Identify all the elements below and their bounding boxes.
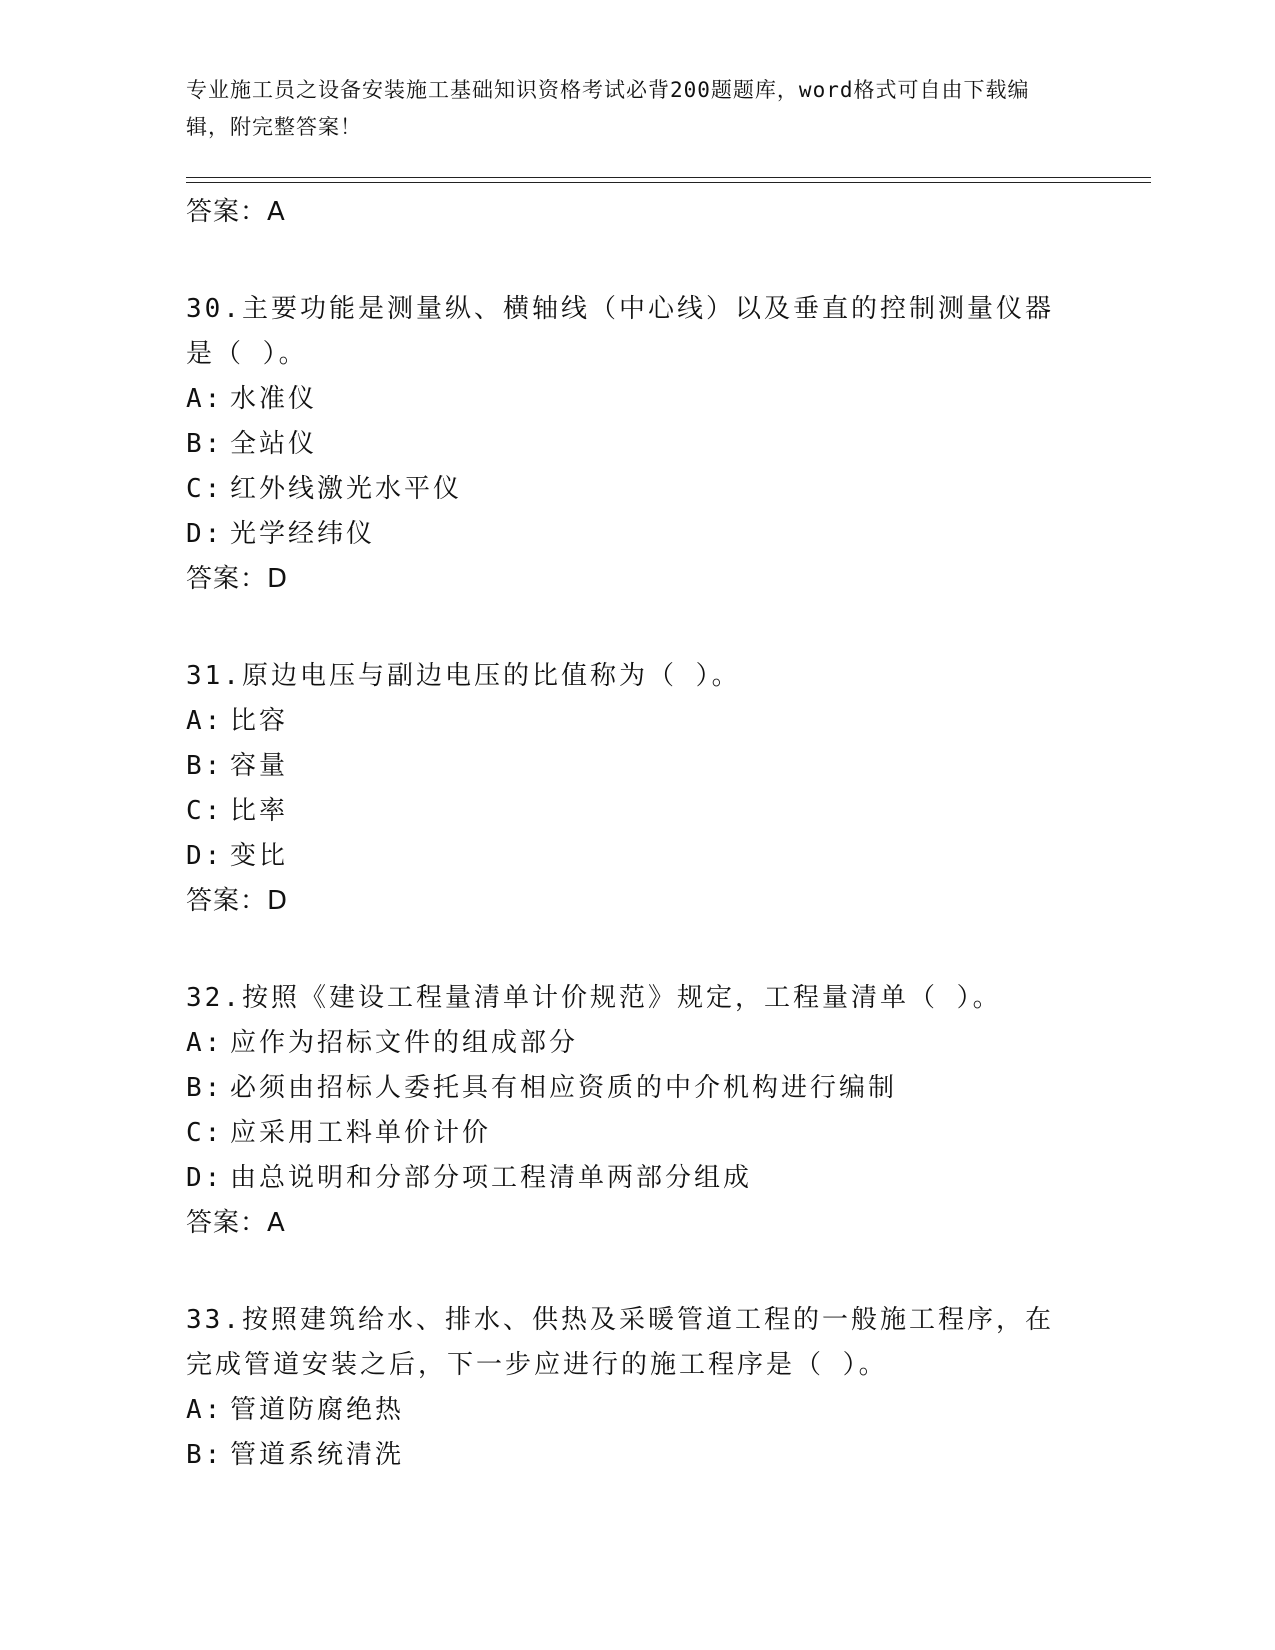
question-list	[186, 287, 1086, 1478]
option-letter: B:	[186, 429, 224, 459]
option-letter: A:	[186, 1028, 224, 1058]
option-letter: C:	[186, 796, 224, 826]
option-letter: C:	[186, 474, 224, 504]
question-item	[186, 654, 1086, 924]
option-text: 红外线激光水平仪	[230, 474, 463, 504]
option-text: 变比	[230, 841, 289, 871]
answer-line: 答案：A	[186, 197, 286, 227]
option-text: 比容	[230, 706, 289, 736]
option-item	[186, 1388, 1086, 1433]
option-letter: B:	[186, 1440, 224, 1470]
option-item	[186, 1433, 1086, 1478]
answer-line: 答案：D	[186, 886, 289, 916]
option-text: 管道系统清洗	[230, 1440, 405, 1470]
question-stem: 31.原边电压与副边电压的比值称为（ ）。	[186, 661, 741, 691]
option-item	[186, 1156, 1086, 1201]
option-letter: A:	[186, 1395, 224, 1425]
question-item	[186, 287, 1086, 602]
option-text: 管道防腐绝热	[230, 1395, 405, 1425]
option-text: 必须由招标人委托具有相应资质的中介机构进行编制	[230, 1073, 898, 1103]
document-header: 专业施工员之设备安装施工基础知识资格考试必背200题题库，word格式可自由下载编辑，附完整答案！	[186, 78, 1030, 139]
option-letter: B:	[186, 751, 224, 781]
option-item	[186, 834, 1086, 879]
option-item	[186, 1066, 1086, 1111]
option-letter: D:	[186, 519, 224, 549]
option-text: 水准仪	[230, 384, 318, 414]
option-item	[186, 744, 1086, 789]
option-text: 应采用工料单价计价	[230, 1118, 492, 1148]
question-stem: 32.按照《建设工程量清单计价规范》规定，工程量清单（ ）。	[186, 983, 1002, 1013]
header-rule-bottom	[186, 182, 1151, 183]
question-content	[186, 186, 1086, 1478]
question-stem: 30.主要功能是测量纵、横轴线（中心线）以及垂直的控制测量仪器是（ ）。	[186, 294, 1054, 369]
option-letter: A:	[186, 706, 224, 736]
option-letter: A:	[186, 384, 224, 414]
question-item	[186, 1298, 1086, 1478]
answer-line: 答案：D	[186, 564, 289, 594]
option-text: 比率	[230, 796, 289, 826]
option-text: 容量	[230, 751, 289, 781]
option-letter: C:	[186, 1118, 224, 1148]
option-item	[186, 699, 1086, 744]
option-text: 光学经纬仪	[230, 519, 376, 549]
option-letter: D:	[186, 841, 224, 871]
question-item	[186, 976, 1086, 1246]
option-item	[186, 512, 1086, 557]
question-stem: 33.按照建筑给水、排水、供热及采暖管道工程的一般施工程序，在完成管道安装之后，下一步应进行的施工程序是（ ）。	[186, 1305, 1054, 1380]
option-text: 应作为招标文件的组成部分	[230, 1028, 579, 1058]
option-text: 由总说明和分部分项工程清单两部分组成	[230, 1163, 753, 1193]
option-item	[186, 789, 1086, 834]
option-item	[186, 1111, 1086, 1156]
option-item	[186, 377, 1086, 422]
answer-line: 答案：A	[186, 1208, 286, 1238]
option-item	[186, 467, 1086, 512]
option-item	[186, 1021, 1086, 1066]
option-letter: B:	[186, 1073, 224, 1103]
header-rule-top	[186, 177, 1151, 178]
option-item	[186, 422, 1086, 467]
option-text: 全站仪	[230, 429, 318, 459]
option-letter: D:	[186, 1163, 224, 1193]
